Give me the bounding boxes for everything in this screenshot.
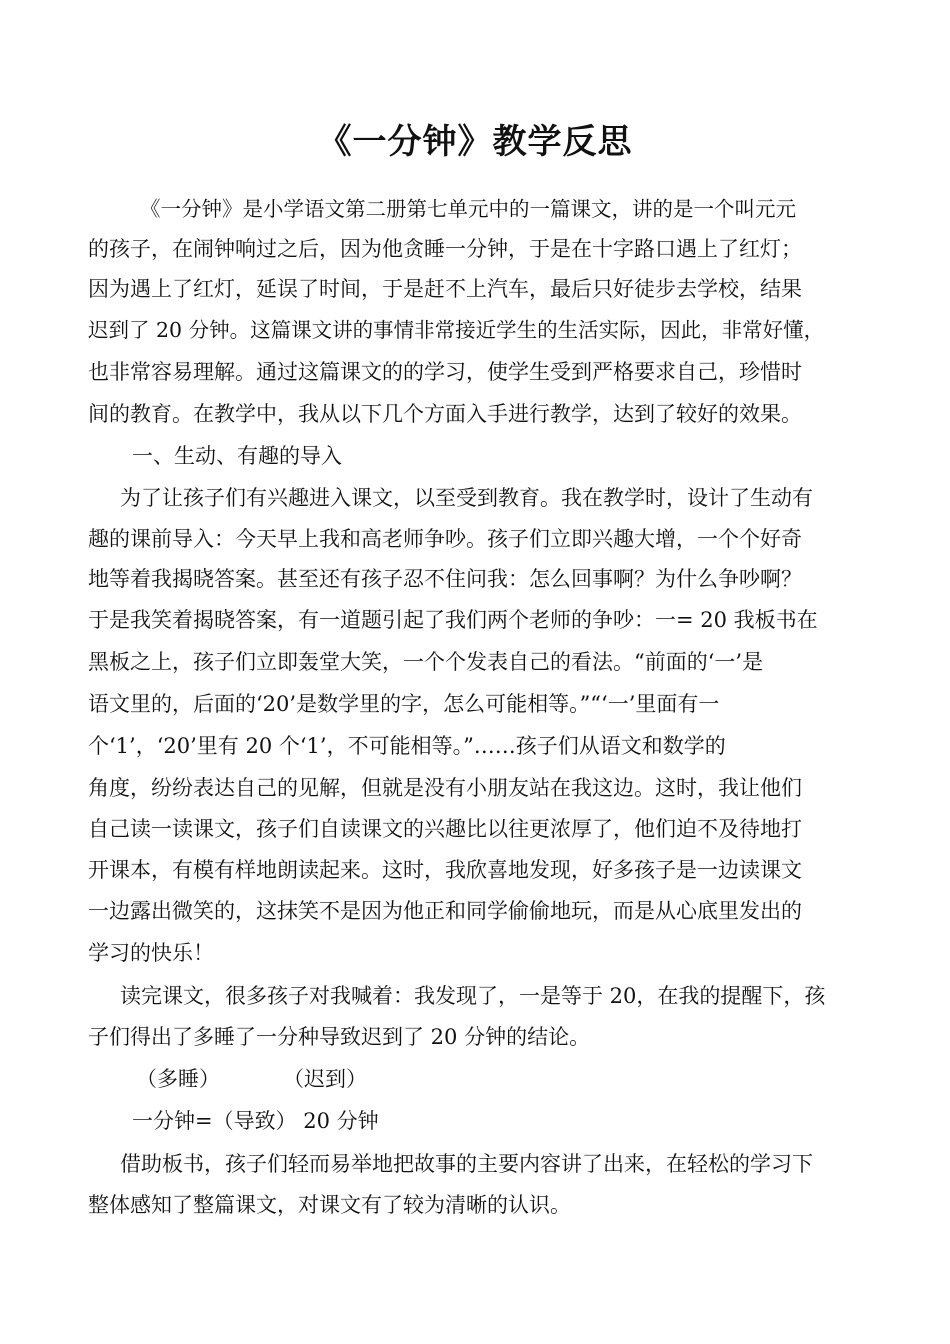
paragraph-line: 迟到了 20 分钟。这篇课文讲的事情非常接近学生的生活实际，因此，非常好懂， bbox=[88, 318, 825, 342]
paragraph-line: 整体感知了整篇课文，对课文有了较为清晰的认识。 bbox=[88, 1193, 571, 1217]
paragraph-line: 为了让孩子们有兴趣进入课文，以至受到教育。我在教学时，设计了生动有 bbox=[120, 486, 813, 510]
paragraph-line: 借助板书，孩子们轻而易举地把故事的主要内容讲了出来，在轻松的学习下 bbox=[120, 1152, 813, 1176]
paragraph-line: 子们得出了多睡了一分种导致迟到了 20 分钟的结论。 bbox=[88, 1025, 591, 1049]
paragraph-line: 角度，纷纷表达自己的见解，但就是没有小朋友站在我这边。这时，我让他们 bbox=[88, 776, 802, 800]
paragraph-line: 一边露出微笑的，这抹笑不是因为他正和同学偷偷地玩，而是从心底里发出的 bbox=[88, 899, 802, 923]
paragraph-line: 开课本，有模有样地朗读起来。这时，我欣喜地发现，好多孩子是一边读课文 bbox=[88, 858, 802, 882]
paragraph-line: 自己读一读课文，孩子们自读课文的兴趣比以往更浓厚了，他们迫不及待地打 bbox=[88, 817, 802, 841]
paragraph-line: 于是我笑着揭晓答案，有一道题引起了我们两个老师的争吵：一= 20 我板书在 bbox=[88, 608, 818, 632]
paragraph-line: 因为遇上了红灯，延误了时间，于是赶不上汽车，最后只好徒步去学校，结果 bbox=[88, 277, 802, 301]
paragraph-line: 《一分钟》是小学语文第二册第七单元中的一篇课文，讲的是一个叫元元 bbox=[140, 197, 796, 221]
paragraph-line: 间的教育。在教学中，我从以下几个方面入手进行教学，达到了较好的效果。 bbox=[88, 402, 802, 426]
paragraph-line: 学习的快乐！ bbox=[88, 941, 214, 965]
section-heading: 一、生动、有趣的导入 bbox=[132, 444, 342, 468]
paragraph-line: 黑板之上，孩子们立即轰堂大笑，一个个发表自己的看法。“前面的‘一’是 bbox=[88, 650, 764, 674]
paragraph-line: 趣的课前导入：今天早上我和高老师争吵。孩子们立即兴趣大增，一个个好奇 bbox=[88, 527, 802, 551]
board-annotation: （多睡） （迟到） bbox=[136, 1067, 367, 1091]
board-equation: 一分钟=（导致） 20 分钟 bbox=[132, 1109, 379, 1133]
paragraph-line: 地等着我揭晓答案。甚至还有孩子忍不住问我：怎么回事啊？为什么争吵啊？ bbox=[88, 567, 802, 591]
paragraph-line: 个‘1’，‘20’里有 20 个‘1’，不可能相等。”……孩子们从语文和数学的 bbox=[88, 734, 726, 758]
document-title: 《一分钟》教学反思 bbox=[317, 122, 633, 162]
paragraph-line: 的孩子，在闹钟响过之后，因为他贪睡一分钟，于是在十字路口遇上了红灯； bbox=[88, 237, 802, 261]
paragraph-line: 语文里的，后面的‘20’是数学里的字，怎么可能相等。”“‘一’里面有一 bbox=[88, 692, 720, 716]
paragraph-line: 也非常容易理解。通过这篇课文的的学习，使学生受到严格要求自己，珍惜时 bbox=[88, 360, 802, 384]
paragraph-line: 读完课文，很多孩子对我喊着：我发现了，一是等于 20，在我的提醒下，孩 bbox=[120, 984, 826, 1008]
